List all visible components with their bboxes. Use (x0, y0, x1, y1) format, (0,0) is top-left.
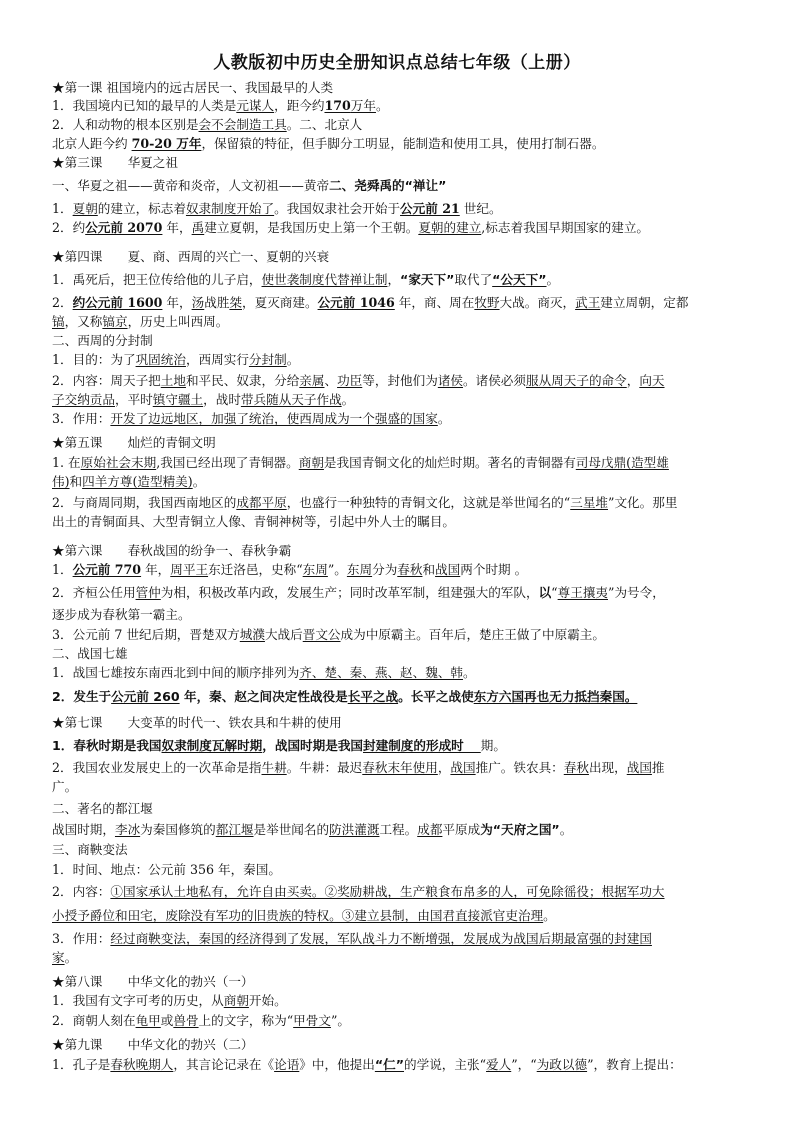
text-span: 的学说，主张“ (404, 1057, 487, 1072)
text-span: 。 (463, 665, 476, 680)
text-span: 。 (437, 411, 451, 426)
text-line (52, 155, 762, 171)
text-span: ★第九课 中华文化的勃兴（二） (52, 1037, 254, 1052)
text-line (52, 178, 762, 194)
text-line (52, 455, 762, 471)
underlined-text: 会不会制造工具 (198, 117, 287, 132)
text-span: 出土的青铜面具、大型青铜立人像、青铜神树等，引起中外人士的瞩目。 (52, 514, 455, 529)
text-span: ”文化。那里 (608, 495, 678, 510)
text-span: 成为中原霸主。百年后，楚庄王做了中原霸主。 (340, 627, 605, 642)
text-span: 。我国奴隶社会开始于 (274, 201, 401, 216)
text-line (52, 220, 762, 236)
text-span: 北京人距今约 (52, 136, 132, 151)
text-span: 。 (559, 822, 573, 837)
underlined-text: 开发了边远地区，加强了统治，使西周成为一个强盛的国家 (110, 411, 438, 426)
text-span: 。 (64, 950, 78, 965)
text-span: ★第一课 祖国境内的远古居民一、我国最早的人类 (52, 80, 334, 95)
text-line (52, 974, 762, 990)
text-line (52, 249, 762, 265)
text-span: ，战时 (203, 392, 241, 407)
text-span: 一、华夏之祖——黄帝和炎帝，人文初祖——黄帝 (52, 178, 330, 193)
text-line (52, 373, 762, 389)
text-span: ”，教育上提出： (587, 1057, 682, 1072)
text-span: 。二、北京人 (286, 117, 363, 132)
text-span: 出现， (588, 760, 627, 775)
text-span: 推 (651, 760, 665, 775)
text-line (52, 352, 762, 368)
text-span: 1．我国有文字可考的历史，从 (52, 993, 224, 1008)
text-span: ★第七课 大变革的时代一、铁农具和牛耕的使用 (52, 715, 342, 730)
text-span: ，也盛行一种独特的青铜文化，这就是举世闻名的“ (286, 495, 571, 510)
text-line (52, 295, 762, 311)
text-span: 1．时间、地点：公元前 356 年，秦国。 (52, 862, 281, 877)
text-line (52, 333, 762, 349)
text-span: 1．战国七雄按东南西北到中间的顺序排列为 (52, 665, 300, 680)
text-line (52, 627, 762, 643)
text-span: 。牛耕：最迟 (286, 760, 363, 775)
text-line (52, 715, 762, 731)
underlined-text: 万年 (350, 98, 376, 113)
underlined-text: 商朝 (298, 455, 324, 470)
underlined-text: 约公元前 1600 (72, 295, 163, 310)
text-span: 二、尧舜禹的“禅让” (329, 178, 447, 193)
text-line (52, 1057, 762, 1073)
underlined-text: 东周 (346, 562, 373, 577)
underlined-text: 都江堰 (215, 822, 254, 837)
text-span: 。 (286, 352, 300, 367)
text-span: 大战后 (264, 627, 303, 642)
text-span: ”为号令， (608, 585, 665, 600)
text-span: ，西周实行 (185, 352, 249, 367)
text-span: 1．禹死后，把王位传给他的儿子启， (52, 272, 262, 287)
text-span: 年， (162, 295, 192, 310)
text-line (52, 514, 762, 530)
underlined-text: 三星堆 (570, 495, 608, 510)
text-span: 等，封他们为 (362, 373, 438, 388)
text-span: 或 (160, 1013, 174, 1028)
underlined-text: 春秋 (397, 562, 423, 577)
text-span: 2．商朝人刻在 (52, 1013, 136, 1028)
text-line (52, 272, 762, 288)
text-span: 年， (162, 220, 192, 235)
text-span: 工程。 (379, 822, 418, 837)
underlined-text: 禹 (191, 220, 205, 235)
text-span: 3．作用： (52, 931, 111, 946)
underlined-text: 服从周天子的命令 (525, 373, 627, 388)
text-span: 逐步成为春秋第一霸主。 (52, 607, 191, 622)
text-span: 年，秦、赵之间决定性战役是 (179, 689, 348, 704)
text-span: ，平时 (114, 392, 153, 407)
text-span: 期。 (480, 738, 506, 753)
text-line (52, 98, 762, 114)
text-span: ★第六课 春秋战国的纷争一、春秋争霸 (52, 543, 292, 558)
text-line (52, 495, 762, 511)
text-line (52, 1013, 762, 1029)
text-span: ,我国已经出现了青铜器。 (156, 455, 299, 470)
text-span: 建立夏朝，是我国历史上第一个王朝。 (204, 220, 419, 235)
text-span: 1． (52, 562, 73, 577)
text-span: 》中，他提出 (299, 1057, 375, 1072)
text-span: ，其言论记录在《 (173, 1057, 275, 1072)
text-line (52, 1037, 762, 1053)
text-span: 。诸侯必须 (463, 373, 526, 388)
underlined-text: 为政以德 (536, 1057, 588, 1072)
underlined-text: 齐、楚、秦、燕、赵、魏、韩 (299, 665, 464, 680)
text-line (52, 779, 762, 795)
underlined-text: 武王 (575, 295, 601, 310)
text-span: 是举世闻名的 (253, 822, 330, 837)
underlined-text: 功臣 (337, 373, 363, 388)
text-span: 。 (546, 272, 560, 287)
text-span: ， (437, 760, 451, 775)
text-span: 2．齐桓公任用 (52, 585, 136, 600)
underlined-text: 桀 (229, 295, 242, 310)
text-span: 。 (192, 474, 206, 489)
underlined-text: “仁” (374, 1057, 405, 1072)
text-line (52, 314, 762, 330)
text-line (52, 80, 762, 96)
underlined-text: 春秋晚期人 (110, 1057, 174, 1072)
text-span: 和平民、奴隶，分给 (185, 373, 300, 388)
underlined-text: 元谋人 (236, 98, 275, 113)
underlined-text: 带兵随从天子作战 (240, 392, 342, 407)
text-span: 建立周朝，定都 (600, 295, 689, 310)
text-line (52, 760, 762, 776)
text-line (52, 842, 762, 858)
underlined-text: 四羊方尊(造型精美) (82, 474, 193, 489)
underlined-text: 土地 (160, 373, 186, 388)
text-line (52, 908, 762, 924)
underlined-text: 诸侯 (437, 373, 464, 388)
text-line (52, 117, 762, 133)
text-span: 2．内容： (52, 884, 111, 899)
text-span: 是我国青铜文化的灿烂时期。著名的青铜器有 (323, 455, 576, 470)
text-span: 战国时期， (52, 822, 115, 837)
document-title: 人教版初中历史全册知识点总结七年级（上册） (213, 53, 581, 73)
text-span: 战胜 (204, 295, 230, 310)
text-span: 二、西周的分封制 (52, 333, 153, 348)
text-span: ★第三课 华夏之祖 (52, 155, 178, 170)
text-span: ,标志着我国早期国家的建立。 (481, 220, 650, 235)
underlined-text: 战国 (626, 760, 652, 775)
underlined-text: 向天 (639, 373, 665, 388)
text-line (52, 136, 762, 152)
underlined-text: 夏朝 (72, 201, 98, 216)
text-span: 1．孔子是 (52, 1057, 111, 1072)
text-span: 大战。商灭， (499, 295, 576, 310)
text-span: 三、商鞅变法 (52, 842, 128, 857)
text-span: 2．约 (52, 220, 86, 235)
text-span: 二、著名的都江堰 (52, 801, 153, 816)
text-line (52, 993, 762, 1009)
underlined-text: 论语 (274, 1057, 300, 1072)
text-span: 2．人和动物的根本区别是 (52, 117, 199, 132)
text-line (52, 665, 762, 681)
text-line (52, 607, 762, 623)
text-span: 年， (141, 562, 171, 577)
underlined-text: 尊王攘夷 (557, 585, 608, 600)
text-line (52, 884, 762, 900)
text-line (52, 201, 762, 217)
text-line (52, 562, 762, 578)
text-span: 1．我国境内已知的最早的人类是 (52, 98, 237, 113)
text-span: 1. 在 (52, 455, 81, 470)
underlined-text: 战国 (435, 562, 461, 577)
underlined-text: 70-20 万年 (131, 136, 202, 151)
text-span: 分为 (372, 562, 398, 577)
underlined-text: 汤 (191, 295, 205, 310)
text-span: ★第五课 灿烂的青铜文明 (52, 435, 216, 450)
underlined-text: 公元前 2070 (85, 220, 163, 235)
text-span: ★第四课 夏、商、西周的兴亡一、夏朝的兴衰 (52, 249, 330, 264)
underlined-text: 长平之战 (347, 689, 399, 704)
text-span: 上的文字，称为“ (198, 1013, 294, 1028)
text-span: 1． (52, 201, 73, 216)
text-span: 3．公元前 7 世纪后期，晋楚双方 (52, 627, 240, 642)
underlined-text: 原始社会末期 (80, 455, 157, 470)
underlined-text: 夏朝的建立 (418, 220, 482, 235)
text-line (52, 738, 762, 754)
underlined-text: 奴隶制度瓦解时期 (161, 738, 263, 753)
underlined-text: 镐 (52, 314, 65, 329)
text-span: 东迁洛邑，史称“ (208, 562, 303, 577)
underlined-text: 李冰 (114, 822, 141, 837)
text-span: 1．春秋时期是我国 (52, 738, 162, 753)
underlined-text: 成都 (417, 822, 443, 837)
text-span: 。 (375, 98, 389, 113)
text-span: ”，“ (511, 1057, 537, 1072)
underlined-text: 牧野 (474, 295, 500, 310)
text-span: 1．目的：为了 (52, 352, 136, 367)
text-span: 、 (324, 373, 338, 388)
text-span: ，历史上叫西周。 (127, 314, 229, 329)
text-line (52, 931, 762, 947)
text-span: 2． (52, 295, 73, 310)
underlined-text: 镐京 (102, 314, 128, 329)
text-span: ”。 (330, 1013, 350, 1028)
text-span: 2．我国农业发展史上的一次革命是指 (52, 760, 262, 775)
underlined-text: 封建制度的形成时 (363, 738, 481, 753)
underlined-text: 春秋 (563, 760, 589, 775)
text-line (52, 411, 762, 427)
text-line (52, 585, 762, 601)
text-span: ，战国时期是我国 (262, 738, 364, 753)
text-span: 取代了 (454, 272, 493, 287)
text-span: 为相，积极改革内政，发展生产；同时改革军制，组建强大的军队， (160, 585, 539, 600)
underlined-text: 公元前 1046 (317, 295, 395, 310)
text-span: 二、战国七雄 (52, 646, 128, 661)
underlined-text: 分封制 (248, 352, 287, 367)
text-line (52, 392, 762, 408)
underlined-text: 公元前 21 (400, 201, 460, 216)
text-line (52, 862, 762, 878)
text-span: 2．与商周同期，我国西南地区的 (52, 495, 237, 510)
underlined-text: 伟) (52, 474, 70, 489)
underlined-text: 170 (324, 98, 351, 113)
text-line (52, 646, 762, 662)
text-span: 。 (543, 908, 556, 923)
text-span: 为秦国修筑的 (140, 822, 216, 837)
underlined-text: 东方六国 (473, 689, 525, 704)
text-span: 2．内容：周天子把 (52, 373, 161, 388)
underlined-text: 经过商鞅变法，秦国的经济得到了发展，军队战斗力不断增强，发展成为战国后期最富强的封建国 (110, 931, 652, 946)
underlined-text: 牛耕 (261, 760, 287, 775)
underlined-text: 防洪灌溉 (329, 822, 380, 837)
text-span: 世纪。 (459, 201, 502, 216)
underlined-text: 东周 (302, 562, 328, 577)
text-span: 广。 (52, 779, 78, 794)
underlined-text: 巩固统治 (135, 352, 186, 367)
underlined-text: 城濮 (239, 627, 265, 642)
text-line (52, 950, 762, 966)
text-line (52, 435, 762, 451)
text-span: ，距今约 (274, 98, 325, 113)
text-span: 平原成 (442, 822, 481, 837)
text-line (52, 801, 762, 817)
text-span: 3．作用： (52, 411, 111, 426)
underlined-text: 公元前 260 (111, 689, 180, 704)
underlined-text: 管仲 (135, 585, 161, 600)
text-line (52, 474, 762, 490)
underlined-text: 甲骨文 (293, 1013, 331, 1028)
text-span: “ (551, 585, 558, 600)
underlined-text: 爱人 (486, 1057, 512, 1072)
underlined-text: 公元前 770 (72, 562, 142, 577)
text-span: ，夏灭商建。 (242, 295, 318, 310)
underlined-text: 战国 (450, 760, 476, 775)
underlined-text: 子交纳贡品 (52, 392, 115, 407)
underlined-text: 使世袭制度代替禅让制 (261, 272, 388, 287)
text-span: 和 (422, 562, 436, 577)
text-line (52, 822, 762, 838)
underlined-text: 晋文公 (302, 627, 341, 642)
underlined-text: 成都平原 (236, 495, 287, 510)
text-span: 推广。铁农具： (475, 760, 564, 775)
underlined-text: 奴隶制度开始了 (185, 201, 275, 216)
underlined-text: 再也无力抵挡秦国。 (524, 689, 638, 704)
underlined-text: 镇守疆土 (152, 392, 204, 407)
text-span: ”。 (327, 562, 347, 577)
text-span: 。长平之战使 (398, 689, 474, 704)
underlined-text: “公天下” (492, 272, 547, 287)
text-span: 的建立，标志着 (97, 201, 186, 216)
text-span: 。 (341, 392, 355, 407)
underlined-text: 亲属 (299, 373, 325, 388)
text-span: “家天下” (400, 272, 455, 287)
text-span: 2．发生于 (52, 689, 112, 704)
underlined-text: 春秋末年使用 (362, 760, 438, 775)
text-span: 以 (538, 585, 552, 600)
underlined-text: 商朝 (223, 993, 249, 1008)
text-span: 和 (69, 474, 83, 489)
underlined-text: ①国家承认土地私有，允许自由买卖。②奖励耕战，生产粮食布帛多的人，可免除徭役；根据军功大 (110, 884, 665, 899)
text-span: 为“天府之国” (480, 822, 560, 837)
text-span: 开始。 (248, 993, 287, 1008)
text-line (52, 543, 762, 559)
text-span: 年，商、周在 (394, 295, 475, 310)
underlined-text: 周平王 (170, 562, 209, 577)
underlined-text: 兽骨 (173, 1013, 199, 1028)
text-span: ，保留猿的特征，但手脚分工明显，能制造和使用工具，使用打制石器。 (201, 136, 605, 151)
text-span: 两个时期 。 (460, 562, 528, 577)
text-span: ， (387, 272, 401, 287)
text-span: ★第八课 中华文化的勃兴（一） (52, 974, 254, 989)
underlined-text: 家 (52, 950, 65, 965)
text-span: ，又称 (64, 314, 103, 329)
underlined-text: 龟甲 (135, 1013, 161, 1028)
text-span: ， (626, 373, 640, 388)
text-line (52, 689, 762, 705)
underlined-text: 司母戊鼎(造型雄 (575, 455, 669, 470)
underlined-text: 小授予爵位和田宅，废除没有军功的旧贵族的特权。③建立县制，由国君直接派官吏治理 (52, 908, 544, 923)
